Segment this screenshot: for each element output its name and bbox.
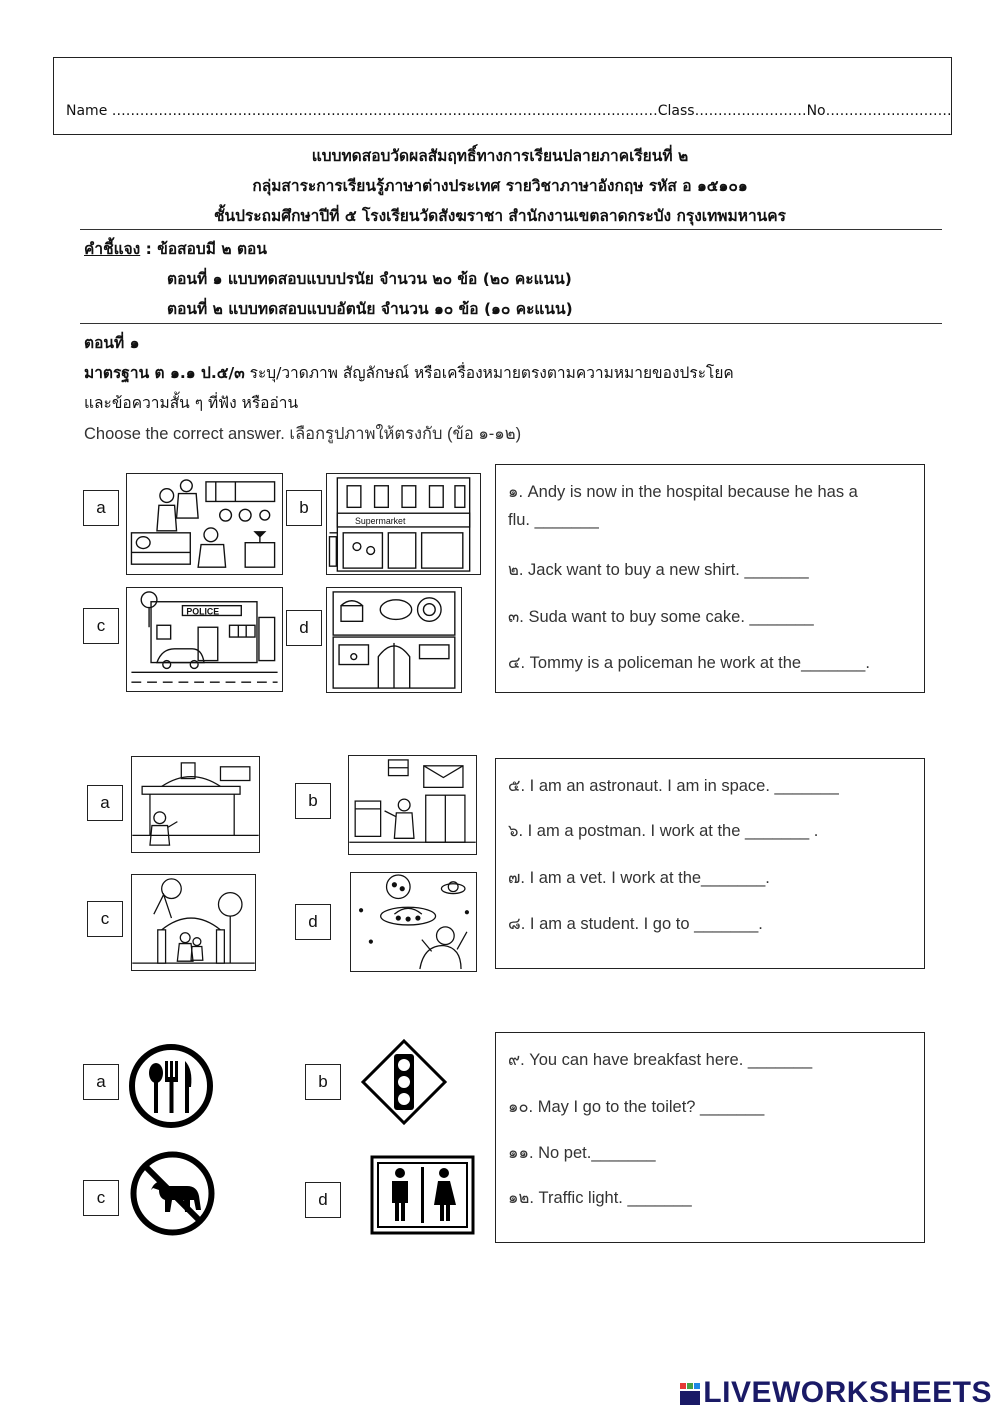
question-box-2 bbox=[495, 758, 925, 969]
part2-description: ตอนที่ ๒ แบบทดสอบแบบอัตนัย จำนวน ๑๐ ข้อ (๑๐ คะแนน) bbox=[167, 300, 573, 318]
question-5: ๕. I am an astronaut. I am in space. _______ bbox=[508, 777, 839, 795]
no-pets-sign-image bbox=[129, 1150, 216, 1237]
question-12: ๑๒. Traffic light. _______ bbox=[508, 1189, 692, 1207]
part1-description: ตอนที่ ๑ แบบทดสอบแบบปรนัย จำนวน ๒๐ ข้อ (๒๐ คะแนน) bbox=[167, 270, 572, 288]
liveworksheets-logo[interactable] bbox=[679, 1376, 992, 1410]
question-4: ๔. Tommy is a policeman he work at the_______. bbox=[508, 654, 870, 672]
question-6: ๖. I am a postman. I work at the _______ . bbox=[508, 822, 819, 840]
standard-text: ระบุ/วาดภาพ สัญลักษณ์ หรือเครื่องหมายตรงตามความหมายของประโยค bbox=[244, 364, 734, 382]
zoo-image bbox=[131, 874, 256, 971]
question-box-1 bbox=[495, 464, 925, 693]
school-gate-image bbox=[131, 756, 260, 853]
option-label-a: a bbox=[83, 1064, 119, 1100]
option-label-a: a bbox=[83, 490, 119, 526]
traffic-light-sign-image bbox=[360, 1038, 448, 1126]
police-sign-text: POLICE bbox=[186, 606, 220, 617]
name-box bbox=[53, 57, 952, 135]
question-box-3 bbox=[495, 1032, 925, 1243]
instructions-label: คำชี้แจง bbox=[84, 240, 141, 258]
direction: Choose the correct answer. เลือกรูปภาพให้ตรงกับ (ข้อ ๑-๑๒) bbox=[84, 425, 522, 443]
instructions bbox=[84, 236, 267, 261]
option-label-a: a bbox=[87, 785, 123, 821]
question-10: ๑๐. May I go to the toilet? _______ bbox=[508, 1098, 765, 1116]
subject-line: กลุ่มสาระการเรียนรู้ภาษาต่างประเทศ รายวิชาภาษาอังกฤษ รหัส อ ๑๕๑๐๑ bbox=[252, 177, 748, 195]
supermarket-sign-text: Supermarket bbox=[354, 516, 406, 526]
divider bbox=[80, 229, 942, 230]
standard-code: มาตรฐาน ต ๑.๑ ป.๕/๓ bbox=[84, 364, 245, 382]
option-label-c: c bbox=[83, 608, 119, 644]
name-class-no-line: Name ………………………………………………………………………………………………………Class……………………No……………………… bbox=[66, 103, 952, 119]
hospital-image bbox=[126, 473, 283, 575]
section-heading: ตอนที่ ๑ bbox=[84, 334, 140, 352]
option-label-c: c bbox=[83, 1180, 119, 1216]
liveworksheets-logo-icon bbox=[679, 1381, 701, 1407]
liveworksheets-logo-text: LIVEWORKSHEETS bbox=[703, 1376, 992, 1409]
school-line: ชั้นประถมศึกษาปีที่ ๕ โรงเรียนวัดสังฆราชา สำนักงานเขตลาดกระบัง กรุงเทพมหานคร bbox=[214, 207, 786, 225]
question-8: ๘. I am a student. I go to _______. bbox=[508, 915, 763, 933]
standard-line bbox=[84, 360, 734, 385]
exam-title: แบบทดสอบวัดผลสัมฤทธิ์ทางการเรียนปลายภาคเรียนที่ ๒ bbox=[311, 147, 689, 165]
question-11: ๑๑. No pet._______ bbox=[508, 1144, 656, 1162]
standard-line-2: และข้อความสั้น ๆ ที่ฟัง หรืออ่าน bbox=[84, 394, 299, 412]
toilet-sign-image bbox=[370, 1155, 475, 1235]
option-label-d: d bbox=[305, 1182, 341, 1218]
question-1-cont: flu. _______ bbox=[508, 511, 599, 529]
instructions-text: : ข้อสอบมี ๒ ตอน bbox=[140, 240, 267, 258]
bakery-image bbox=[326, 587, 462, 693]
option-label-d: d bbox=[286, 610, 322, 646]
space-image bbox=[350, 872, 477, 972]
post-office-image bbox=[348, 755, 477, 855]
police-station-image bbox=[126, 587, 283, 692]
question-2: ๒. Jack want to buy a new shirt. _______ bbox=[508, 561, 809, 579]
question-3: ๓. Suda want to buy some cake. _______ bbox=[508, 608, 814, 626]
divider bbox=[80, 323, 942, 324]
question-1: ๑. Andy is now in the hospital because he has a bbox=[508, 483, 858, 501]
question-7: ๗. I am a vet. I work at the_______. bbox=[508, 869, 770, 887]
option-label-b: b bbox=[295, 783, 331, 819]
option-label-d: d bbox=[295, 904, 331, 940]
supermarket-image bbox=[326, 473, 481, 575]
option-label-c: c bbox=[87, 901, 123, 937]
question-9: ๙. You can have breakfast here. _______ bbox=[508, 1051, 813, 1069]
option-label-b: b bbox=[305, 1064, 341, 1100]
option-label-b: b bbox=[286, 490, 322, 526]
restaurant-sign-image bbox=[128, 1043, 214, 1129]
